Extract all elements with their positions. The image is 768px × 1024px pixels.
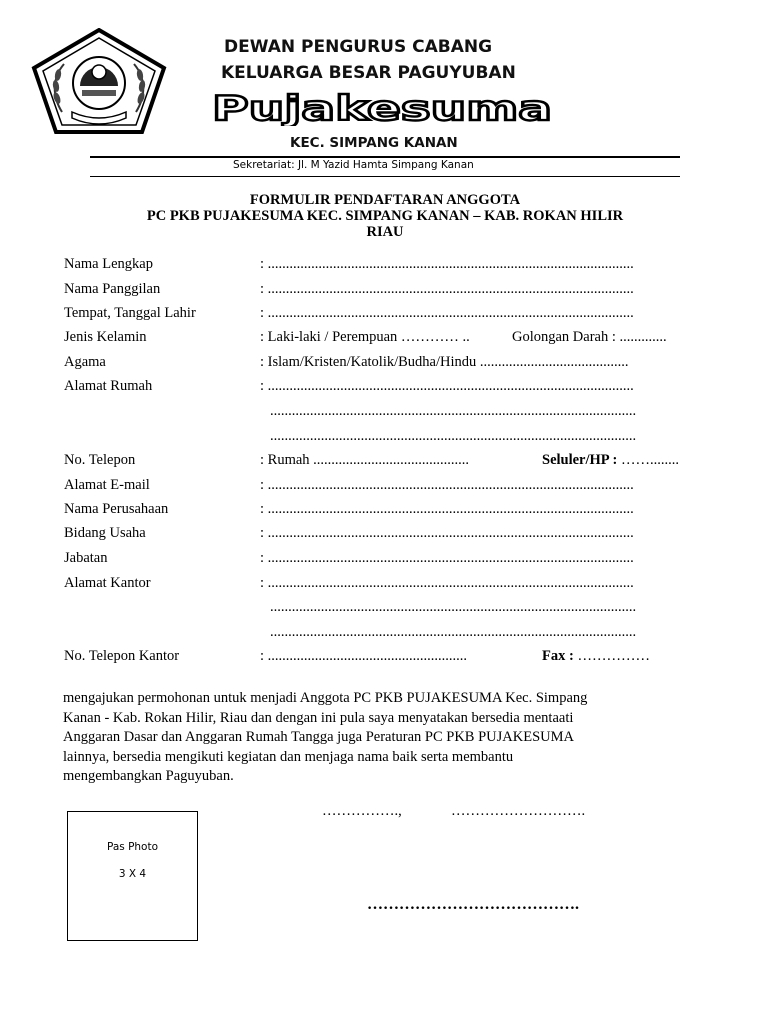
- form-title-line-2: PC PKB PUJAKESUMA KEC. SIMPANG KANAN – KAB. ROKAN HILIR: [146, 208, 624, 224]
- form-title-line-1: FORMULIR PENDAFTARAN ANGGOTA: [249, 192, 521, 208]
- field-fill-line[interactable]: : .....................................................................................................: [260, 378, 634, 394]
- field-fill-line[interactable]: : .....................................................................................................: [260, 550, 634, 566]
- alamat-rumah-line-2[interactable]: .....................................................................................................: [270, 403, 637, 419]
- header-line-1: DEWAN PENGURUS CABANG: [224, 37, 493, 57]
- photo-size: 3 X 4: [118, 868, 147, 880]
- field-fill-line[interactable]: : .....................................................................................................: [260, 305, 634, 321]
- field-nama-lengkap: [64, 256, 714, 276]
- seluler-label: Seluler/HP :: [542, 452, 618, 468]
- field-fill-line[interactable]: : .....................................................................................................: [260, 256, 634, 272]
- field-label: Jenis Kelamin: [64, 329, 147, 345]
- statement-line: mengajukan permohonan untuk menjadi Anggota PC PKB PUJAKESUMA Kec. Simpang: [63, 690, 588, 706]
- field-fill-line[interactable]: : .....................................................................................................: [260, 281, 634, 297]
- field-no-telepon-kantor: [64, 648, 714, 668]
- header-rule-bottom: [90, 176, 680, 177]
- field-label: Alamat Kantor: [64, 575, 151, 591]
- alamat-kantor-line-2[interactable]: .....................................................................................................: [270, 599, 637, 615]
- field-fill-line[interactable]: : .....................................................................................................: [260, 525, 634, 541]
- field-fill-line[interactable]: : .....................................................................................................: [260, 575, 634, 591]
- field-label: No. Telepon Kantor: [64, 648, 180, 664]
- field-fill-line[interactable]: : .......................................................: [260, 648, 468, 664]
- form-title-line-3: RIAU: [366, 224, 404, 240]
- statement-line: Kanan - Kab. Rokan Hilir, Riau dan dengan ini pula saya menyatakan bersedia mentaati: [63, 709, 574, 726]
- field-fill-line[interactable]: : Laki-laki / Perempuan ………… ..: [260, 329, 470, 345]
- field-no-telepon: [64, 452, 714, 472]
- alamat-rumah-line-3[interactable]: .....................................................................................................: [270, 428, 637, 444]
- field-nama-perusahaan: [64, 501, 714, 521]
- statement-line: lainnya, bersedia mengikuti kegiatan dan menjaga nama baik serta membantu: [63, 748, 514, 765]
- organization-logo: [30, 28, 168, 134]
- seluler-fill-line[interactable]: ……........: [617, 452, 679, 468]
- field-label: Agama: [64, 354, 106, 370]
- field-tempat-tanggal-lahir: [64, 305, 714, 325]
- field-jenis-kelamin: [64, 329, 714, 349]
- pujakesuma-wordmark: [210, 92, 555, 126]
- field-label: No. Telepon: [64, 452, 136, 468]
- header-rule-top: [90, 156, 680, 158]
- date-fill-line[interactable]: ……………………….: [451, 803, 586, 819]
- field-alamat-email: [64, 477, 714, 497]
- field-label: Alamat E-mail: [64, 477, 150, 493]
- field-bidang-usaha: [64, 525, 714, 545]
- field-jabatan: [64, 550, 714, 570]
- header-line-2: KELUARGA BESAR PAGUYUBAN: [221, 63, 516, 83]
- field-agama: [64, 354, 714, 374]
- field-label: Nama Panggilan: [64, 281, 161, 297]
- field-label: Jabatan: [64, 550, 108, 566]
- field-fill-line[interactable]: : Islam/Kristen/Katolik/Budha/Hindu .........................................: [260, 354, 629, 370]
- secretariat-address: Sekretariat: Jl. M Yazid Hamta Simpang Kanan: [233, 159, 474, 171]
- field-fill-line[interactable]: : .....................................................................................................: [260, 477, 634, 493]
- signature-line[interactable]: ………………………………….: [367, 896, 579, 913]
- golongan-darah-label: Golongan Darah :: [512, 329, 616, 345]
- photo-box: [67, 811, 198, 941]
- statement-line: Anggaran Dasar dan Anggaran Rumah Tangga juga Peraturan PC PKB PUJAKESUMA: [63, 729, 574, 745]
- statement-line: mengembangkan Paguyuban.: [63, 768, 234, 784]
- field-alamat-rumah: [64, 378, 714, 398]
- header-line-3: KEC. SIMPANG KANAN: [290, 135, 458, 151]
- field-nama-panggilan: [64, 281, 714, 301]
- statement-paragraph: [63, 689, 713, 787]
- golongan-darah-fill-line[interactable]: .............: [615, 329, 667, 345]
- field-label: Nama Perusahaan: [64, 501, 169, 517]
- fax-fill-line[interactable]: ……………: [573, 648, 650, 664]
- photo-label: Pas Photo: [106, 841, 159, 853]
- wordmark-text: Pujakesuma: [212, 92, 552, 126]
- field-label: Tempat, Tanggal Lahir: [64, 305, 196, 321]
- field-fill-line[interactable]: : .....................................................................................................: [260, 501, 634, 517]
- alamat-kantor-line-3[interactable]: .....................................................................................................: [270, 624, 637, 640]
- fax-label: Fax :: [542, 648, 574, 664]
- field-alamat-kantor: [64, 575, 714, 595]
- field-label: Bidang Usaha: [64, 525, 146, 541]
- field-label: Alamat Rumah: [64, 378, 153, 394]
- place-fill-line[interactable]: …………….,: [322, 803, 402, 819]
- field-label: Nama Lengkap: [64, 256, 153, 272]
- field-fill-line[interactable]: : Rumah ...........................................: [260, 452, 470, 468]
